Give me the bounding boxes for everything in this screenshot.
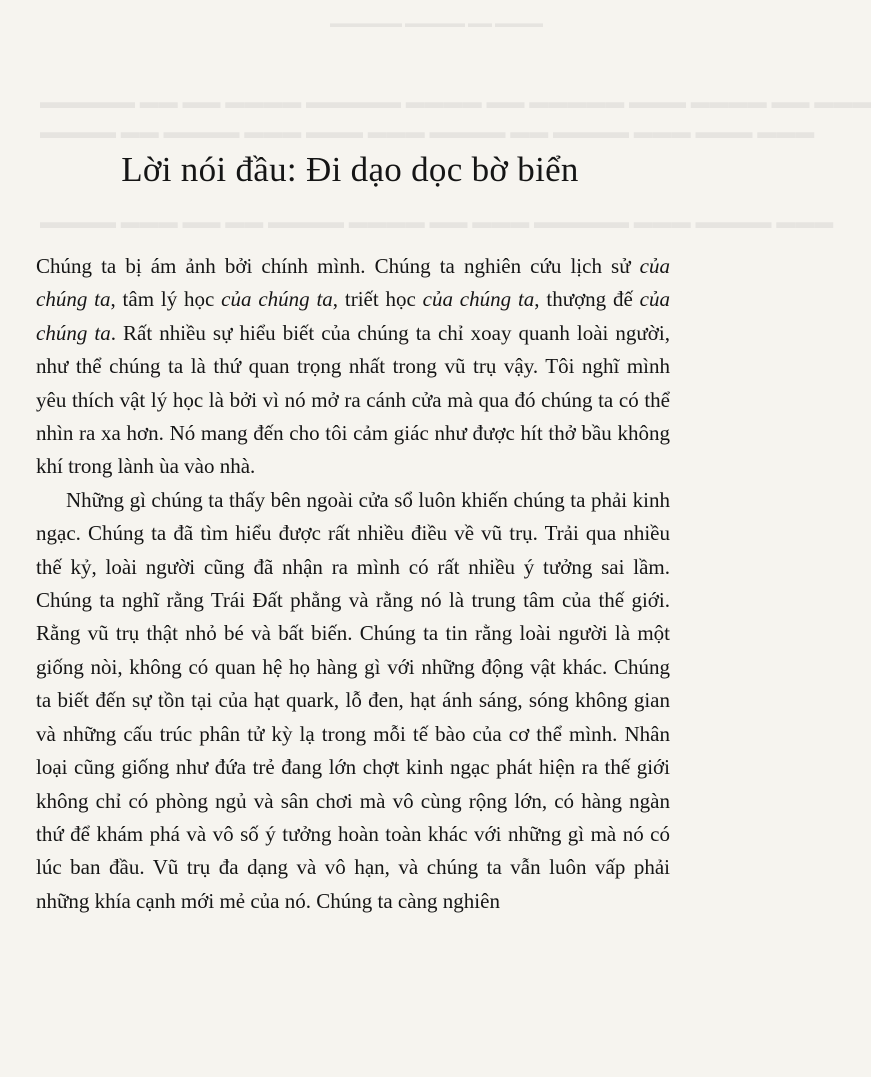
paragraph (36, 250, 670, 484)
text-run: , tâm lý học (110, 287, 222, 312)
body-text (36, 250, 670, 918)
bleed-through-texture: ▬▬▬ ▬▬ ▬▬▬▬ ▬▬▬ ▬▬▬▬▬ ▬▬ ▬▬▬▬ ▬▬▬▬▬ ▬▬▬▬ ▬▬ ▬▬ ▬▬▬▬▬ (40, 92, 871, 113)
bleed-through-texture: ▬▬▬ ▬▬▬ ▬▬▬ ▬▬▬▬ ▬▬ ▬▬▬▬ ▬▬▬ ▬▬▬ ▬▬▬ ▬▬▬▬ ▬▬ ▬▬▬▬ (40, 122, 815, 143)
text-run: , triết học (332, 287, 423, 312)
bleed-through-texture: ▬▬▬ ▬▬▬▬ ▬▬▬ ▬▬▬▬▬ ▬▬▬ ▬▬ ▬▬▬▬ ▬▬▬▬ ▬▬ ▬▬ ▬▬▬ ▬▬▬▬ (40, 212, 834, 233)
text-run-italic: của chúng ta (221, 287, 333, 312)
text-run: , thượng đế (534, 287, 640, 312)
text-run-italic: của chúng ta (422, 287, 535, 312)
text-run-italic: của chúng ta (36, 287, 670, 345)
bleed-through-texture: ▬▬▬▬ ▬▬ ▬▬▬▬▬ ▬▬▬▬▬▬ (330, 16, 543, 30)
text-run: Những gì chúng ta thấy bên ngoài cửa sổ luôn khiến chúng ta phải kinh ngạc. Chúng ta đã tìm hiểu được rất nhiều điều về vũ trụ. Trải qua nhiều thế kỷ, loài người cũng đã nhận ra mình có rất nhiều ý tưởng sai lầm. Chúng ta nghĩ rằng Trái Đất phẳng và rằng nó là trung tâm của thế giới. Rằng vũ trụ thật nhỏ bé và bất biến. Chúng ta tin rằng loài người là một giống nòi, không có quan hệ họ hàng gì với những động vật khác. Chúng ta biết đến sự tồn tại của hạt quark, lỗ đen, hạt ánh sáng, sóng không gian và những cấu trúc phân tử kỳ lạ trong mỗi tế bào của cơ thể mình. Nhân loại cũng giống như đứa trẻ đang lớn chợt kinh ngạc phát hiện ra thế giới không chỉ có phòng ngủ và sân chơi mà vô cùng rộng lớn, có hàng ngàn thứ để khám phá và vô số ý tưởng hoàn toàn khác với những gì mà nó có lúc ban đầu. Vũ trụ đa dạng và vô hạn, và chúng ta vẫn luôn vấp phải những khía cạnh mới mẻ của nó. Chúng ta càng nghiên (36, 487, 670, 913)
text-run-italic: của chúng ta (36, 254, 670, 312)
text-run: Chúng ta bị ám ảnh bởi chính mình. Chúng ta nghiên cứu lịch sử (36, 254, 640, 278)
text-run: . Rất nhiều sự hiểu biết của chúng ta chỉ xoay quanh loài người, như thể chúng ta là thứ quan trọng nhất trong vũ trụ vậy. Tôi nghĩ mình yêu thích vật lý học là bởi vì nó mở ra cánh cửa mà qua đó chúng ta có thể nhìn ra xa hơn. Nó mang đến cho tôi cảm giác như được hít thở bầu không khí trong lành ùa vào nhà. (36, 320, 670, 479)
paragraph (36, 484, 670, 918)
chapter-heading: Lời nói đầu: Đi dạo dọc bờ biển (121, 150, 579, 189)
